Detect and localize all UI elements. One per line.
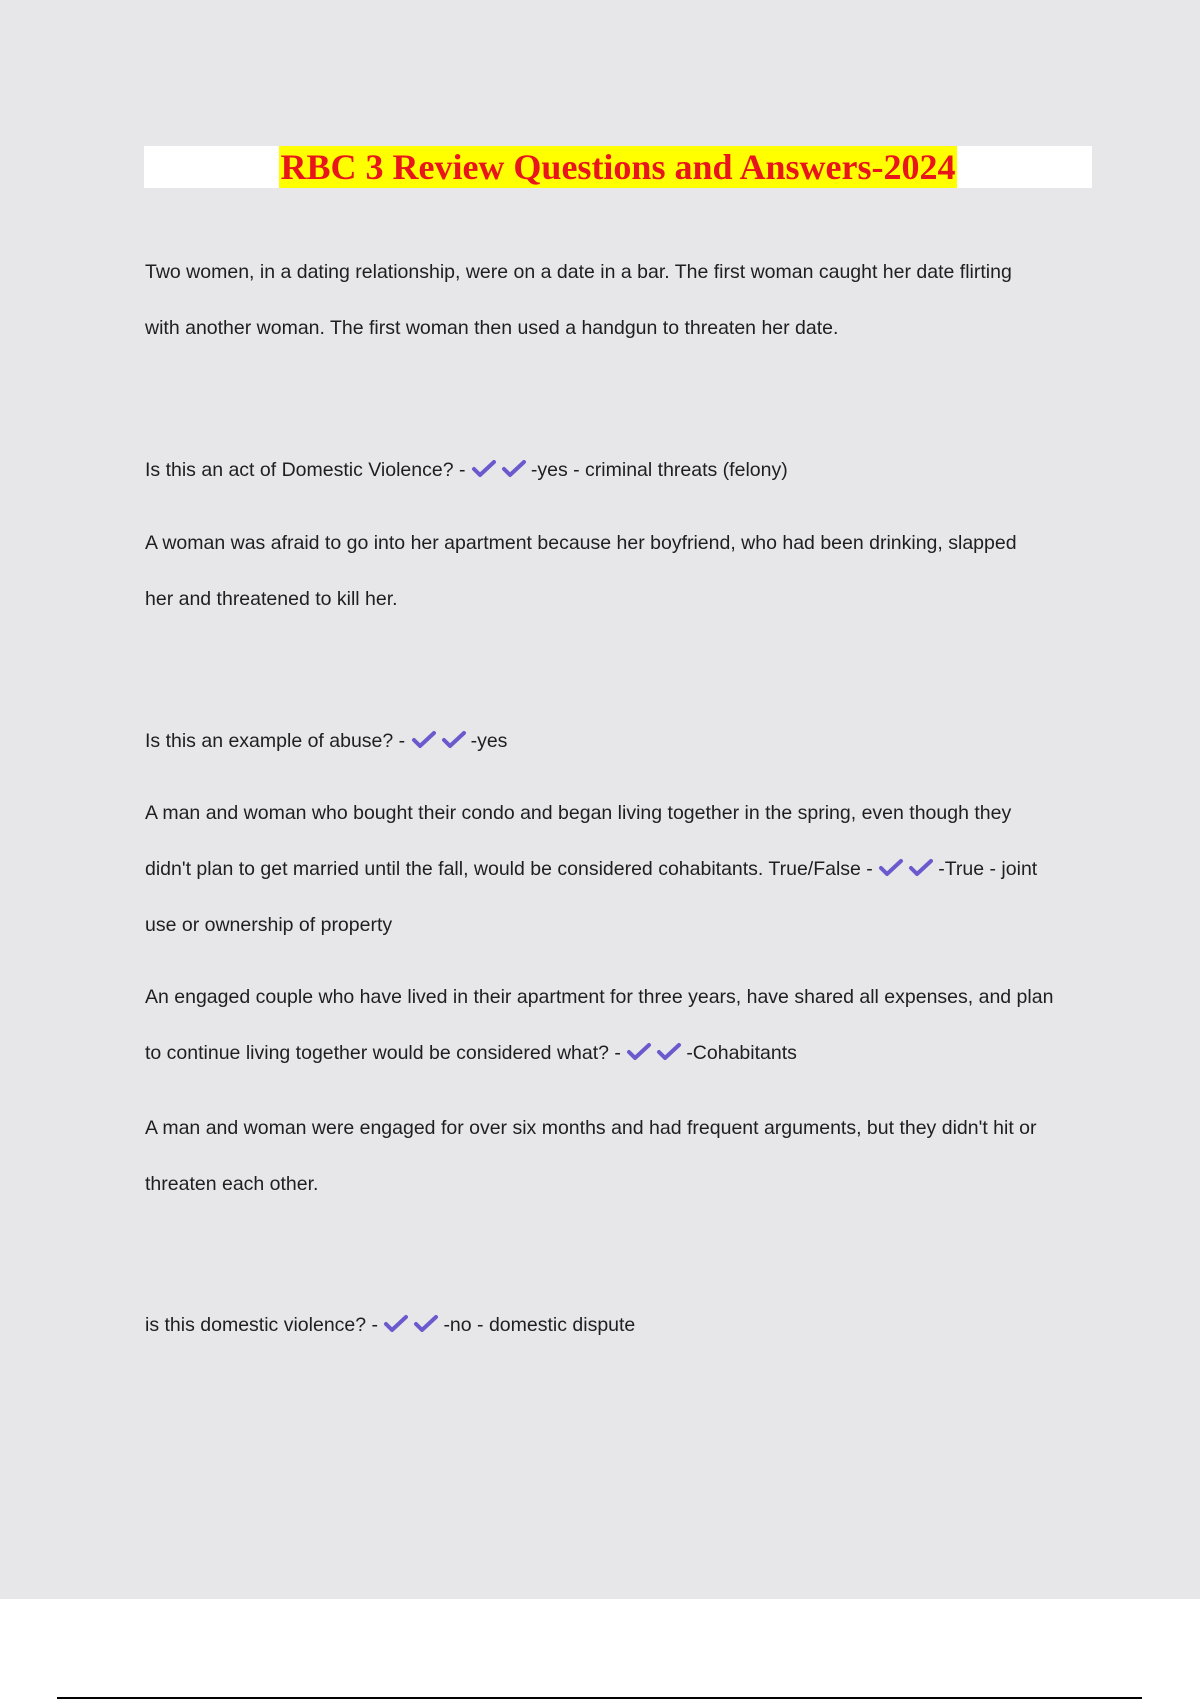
check-icon (441, 729, 467, 751)
question-1-answer: -yes - criminal threats (felony) (530, 459, 788, 481)
scenario-3-line-2: threaten each other. (145, 1173, 319, 1195)
check-icon (413, 1313, 439, 1335)
scenario-1 (145, 244, 1090, 356)
title-bar (144, 146, 1092, 188)
check-icon (626, 1041, 652, 1063)
question-4-text: to continue living together would be considered what? - (145, 1042, 621, 1064)
check-icon (878, 857, 904, 879)
question-3 (145, 785, 1090, 953)
scenario-2-line-1: A woman was afraid to go into her apartment because her boyfriend, who had been drinking, slapped (145, 532, 1017, 554)
question-4-answer: -Cohabitants (686, 1042, 797, 1064)
check-icon (411, 729, 437, 751)
question-5-answer: -no - domestic dispute (443, 1314, 636, 1336)
scenario-3-line-1: A man and woman were engaged for over six months and had frequent arguments, but they didn't hit or (145, 1117, 1037, 1139)
question-3-answer: -True - joint (938, 858, 1038, 880)
question-4 (145, 969, 1090, 1081)
question-5 (145, 1297, 1090, 1353)
check-icon (383, 1313, 409, 1335)
check-icon (501, 458, 527, 480)
scenario-1-line-2: with another woman. The first woman then used a handgun to threaten her date. (145, 317, 839, 339)
question-3-text: didn't plan to get married until the fall, would be considered cohabitants. True/False - (145, 858, 873, 880)
question-4-line-1: An engaged couple who have lived in their apartment for three years, have shared all expenses, and plan (145, 986, 1054, 1008)
check-icon (471, 458, 497, 480)
question-3-line-2 (145, 841, 1090, 897)
footer-divider (57, 1697, 1142, 1699)
check-icon (656, 1041, 682, 1063)
check-icon (908, 857, 934, 879)
question-1-text: Is this an act of Domestic Violence? - (145, 459, 466, 481)
question-2-answer: -yes (470, 730, 508, 752)
document-title: RBC 3 Review Questions and Answers-2024 (280, 147, 956, 187)
question-1 (145, 442, 1090, 498)
question-2 (145, 713, 1090, 769)
scenario-2 (145, 515, 1090, 627)
question-5-text: is this domestic violence? - (145, 1314, 379, 1336)
question-2-text: Is this an example of abuse? - (145, 730, 406, 752)
scenario-3 (145, 1100, 1090, 1212)
scenario-2-line-2: her and threatened to kill her. (145, 588, 398, 610)
question-3-line-3: use or ownership of property (145, 914, 393, 936)
question-3-line-1: A man and woman who bought their condo and began living together in the spring, even though they (145, 802, 1012, 824)
question-4-line-2 (145, 1025, 1090, 1081)
scenario-1-line-1: Two women, in a dating relationship, were on a date in a bar. The first woman caught her date flirting (145, 261, 1012, 283)
